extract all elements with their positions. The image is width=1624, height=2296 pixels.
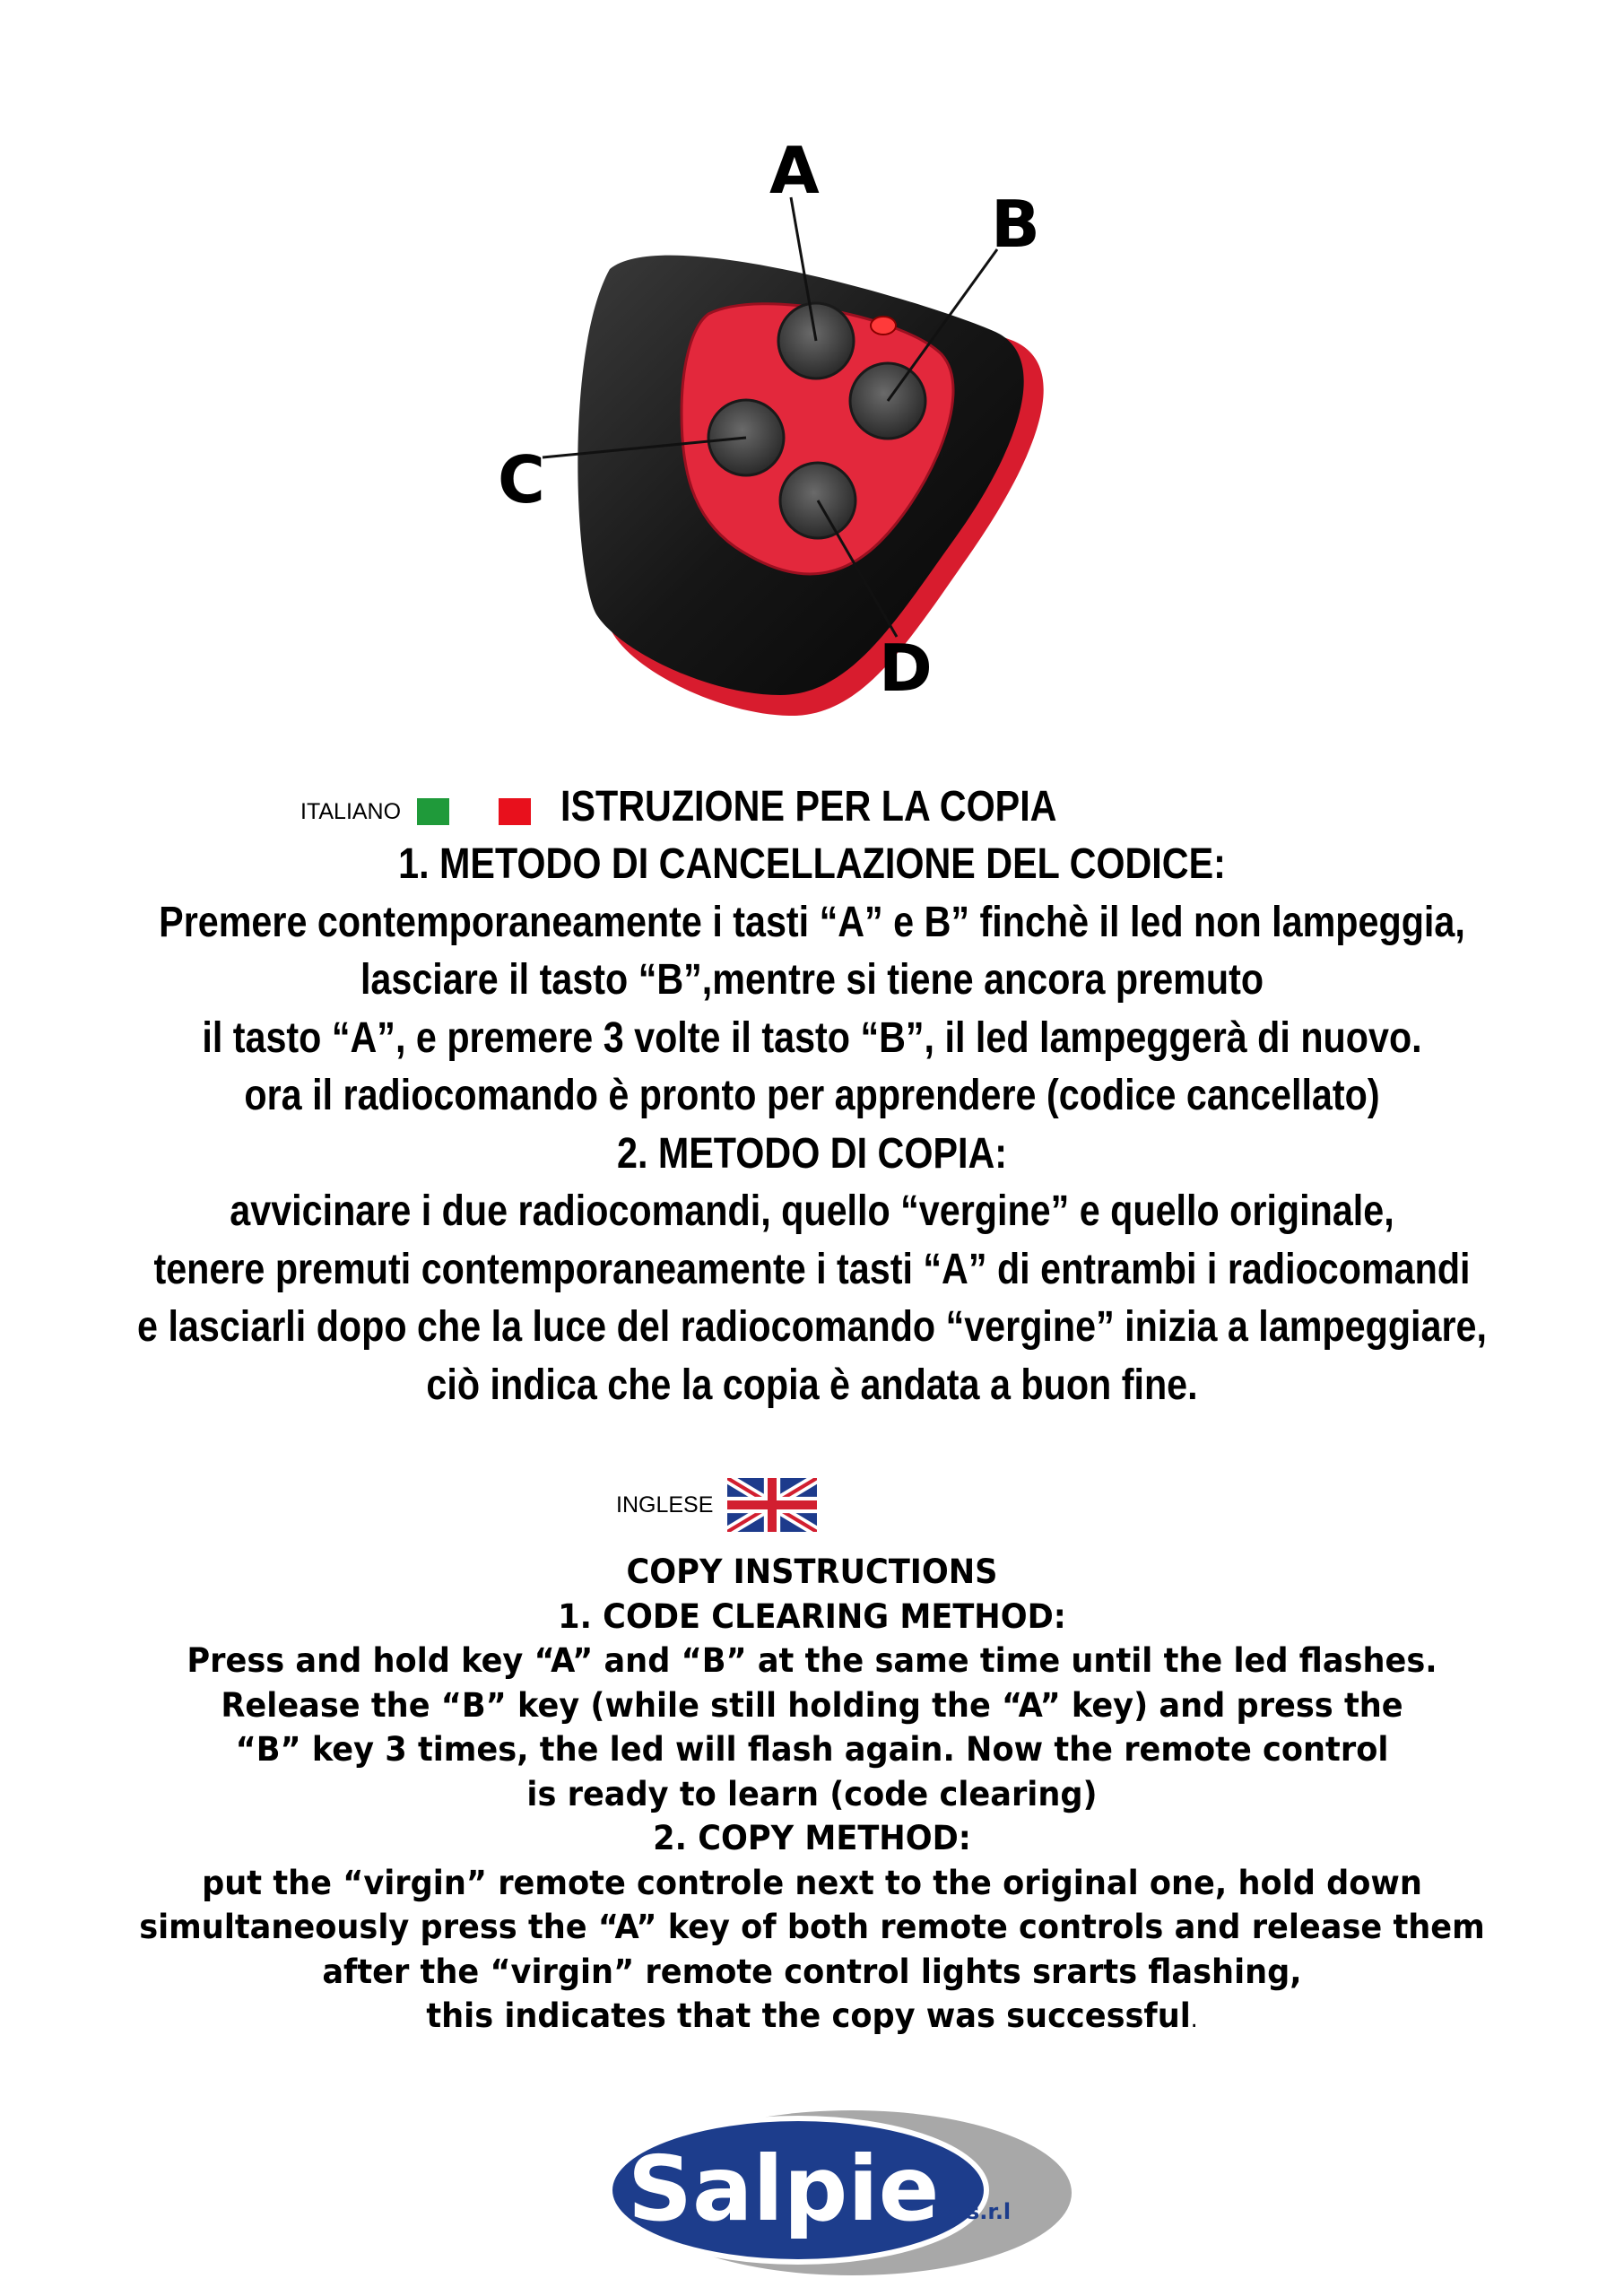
english-line: after the “virgin” remote control lights srarts flashing, [322, 1952, 1302, 1991]
italian-line: il tasto “A”, e premere 3 volte il tasto “B”, il led lampeggerà di nuovo. [202, 1013, 1422, 1062]
english-line: COPY INSTRUCTIONS [626, 1552, 998, 1591]
english-line: Press and hold key “A” and “B” at the same time until the led flashes. [187, 1641, 1437, 1680]
label-b: B [991, 187, 1040, 262]
english-instructions [0, 1550, 1624, 2043]
english-line: Release the “B” key (while still holding the “A” key) and press the [221, 1685, 1403, 1725]
remote-control-figure [0, 0, 1624, 735]
label-c: C [498, 442, 545, 517]
flag-green-square-icon [417, 798, 449, 825]
italian-title: ISTRUZIONE PER LA COPIA [560, 783, 1057, 831]
italian-instructions [0, 836, 1624, 1414]
italian-line: Premere contemporaneamente i tasti “A” e B” finchè il led non lampeggia, [159, 898, 1465, 946]
italian-line: ora il radiocomando è pronto per apprendere (codice cancellato) [244, 1072, 1380, 1119]
english-line: put the “virgin” remote controle next to the original one, hold down [202, 1863, 1422, 1902]
english-line-text: this indicates that the copy was successful [426, 1996, 1191, 2035]
italian-line: avvicinare i due radiocomandi, quello “vergine” e quello originale, [230, 1187, 1394, 1235]
logo-suffix: s.r.l [967, 2199, 1012, 2224]
italian-line: lasciare il tasto “B”,mentre si tiene ancora premuto [360, 956, 1264, 1004]
english-line-last [40, 1994, 1583, 2043]
english-line: is ready to learn (code clearing) [526, 1774, 1098, 1813]
final-period: . [1190, 2006, 1198, 2033]
flag-red-square-icon [499, 798, 531, 825]
label-a: A [769, 133, 820, 208]
label-d: D [879, 631, 933, 706]
italian-line: 1. METODO DI CANCELLAZIONE DEL CODICE: [398, 840, 1226, 888]
italian-line: e lasciarli dopo che la luce del radiocomando “vergine” inizia a lampeggiare, [137, 1303, 1487, 1351]
italian-line: 2. METODO DI COPIA: [616, 1129, 1007, 1178]
english-line: 2. COPY METHOD: [653, 1819, 971, 1857]
logo-name: Salpie [628, 2136, 940, 2241]
italian-language-row [300, 780, 536, 825]
english-line: “B” key 3 times, the led will flash again. Now the remote control [235, 1730, 1389, 1769]
salpie-logo [592, 2108, 1076, 2278]
italian-language-label: ITALIANO [300, 799, 402, 824]
english-language-label: INGLESE [616, 1492, 714, 1518]
english-language-row [616, 1478, 817, 1532]
italian-line: tenere premuti contemporaneamente i tasti “A” di entrambi i radiocomandi [153, 1245, 1471, 1293]
english-line: 1. CODE CLEARING METHOD: [558, 1596, 1066, 1636]
uk-flag-icon [727, 1478, 817, 1532]
english-line: simultaneously press the “A” key of both remote controls and release them [139, 1908, 1485, 1946]
italian-line: ciò indica che la copia è andata a buon fine. [426, 1361, 1198, 1409]
